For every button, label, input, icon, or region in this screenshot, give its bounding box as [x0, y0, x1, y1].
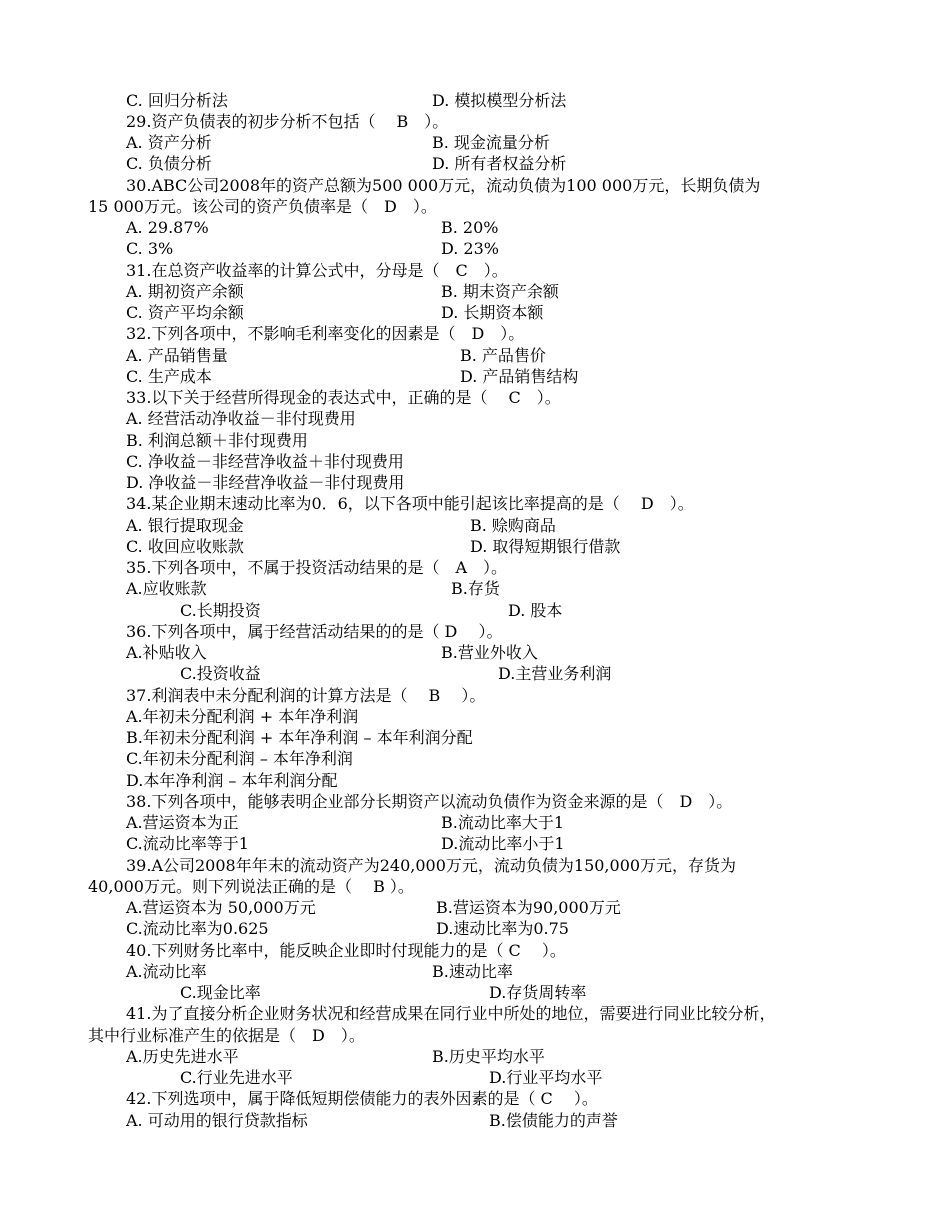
option-29c: C. 负债分析 — [126, 154, 212, 173]
option-36d: D.主营业务利润 — [498, 664, 612, 683]
question-41-cont: 其中行业标准产生的依据是（ D ）。 — [88, 1026, 365, 1045]
option-37a: A.年初未分配利润 + 本年净利润 — [126, 707, 359, 726]
option-30c: C. 3% — [126, 239, 174, 258]
option-31c: C. 资产平均余额 — [126, 303, 244, 322]
question-38: 38.下列各项中，能够表明企业部分长期资产以流动负债作为资金来源的是（ D ）。 — [126, 792, 733, 811]
option-41b: B.历史平均水平 — [432, 1047, 545, 1066]
option-36b: B.营业外收入 — [441, 643, 538, 662]
option-39a: A.营运资本为 50,000万元 — [126, 898, 316, 917]
option-41c: C.行业先进水平 — [180, 1068, 293, 1087]
option-33b: B. 利润总额＋非付现费用 — [126, 431, 308, 450]
option-41d: D.行业平均水平 — [489, 1068, 603, 1087]
option-39d: D.速动比率为0.75 — [436, 919, 569, 938]
option-29a: A. 资产分析 — [126, 133, 212, 152]
option-33c: C. 净收益－非经营净收益＋非付现费用 — [126, 452, 404, 471]
option-34c: C. 收回应收账款 — [126, 537, 244, 556]
option-34b: B. 赊购商品 — [470, 516, 556, 535]
question-29: 29.资产负债表的初步分析不包括（ B ）。 — [126, 112, 449, 131]
option-33d: D. 净收益－非经营净收益－非付现费用 — [126, 473, 405, 492]
option-40c: C.现金比率 — [180, 983, 261, 1002]
question-32: 32.下列各项中，不影响毛利率变化的因素是（ D ）。 — [126, 324, 525, 343]
option-35d: D. 股本 — [508, 601, 563, 620]
question-39: 39.A公司2008年年末的流动资产为240,000万元，流动负债为150,000万元，存货为 — [126, 856, 737, 875]
option-30b: B. 20% — [441, 218, 499, 237]
question-30-cont: 15 000万元。该公司的资产负债率是（ D ）。 — [88, 197, 437, 216]
question-33: 33.以下关于经营所得现金的表达式中，正确的是（ C ）。 — [126, 388, 561, 407]
option-37b: B.年初未分配利润 + 本年净利润 – 本年利润分配 — [126, 728, 473, 747]
option-32d: D. 产品销售结构 — [460, 367, 579, 386]
option-42a: A. 可动用的银行贷款指标 — [126, 1111, 308, 1130]
option-32b: B. 产品售价 — [460, 346, 546, 365]
option-39b: B.营运资本为90,000万元 — [436, 898, 621, 917]
option-32a: A. 产品销售量 — [126, 346, 228, 365]
option-36c: C.投资收益 — [180, 664, 261, 683]
option-32c: C. 生产成本 — [126, 367, 212, 386]
option-29b: B. 现金流量分析 — [432, 133, 550, 152]
option-35a: A.应收账款 — [126, 579, 207, 598]
option-31d: D. 长期资本额 — [441, 303, 544, 322]
question-41: 41.为了直接分析企业财务状况和经营成果在同行业中所处的地位，需要进行同业比较分析， — [126, 1004, 776, 1023]
option-40a: A.流动比率 — [126, 962, 207, 981]
option-41a: A.历史先进水平 — [126, 1047, 239, 1066]
question-30: 30.ABC公司2008年的资产总额为500 000万元，流动负债为100 000万元，长期负债为 — [126, 176, 761, 195]
question-35: 35.下列各项中，不属于投资活动结果的是（ A ）。 — [126, 558, 508, 577]
question-39-cont: 40,000万元。则下列说法正确的是（ B ）。 — [88, 877, 414, 896]
question-31: 31.在总资产收益率的计算公式中，分母是（ C ）。 — [126, 261, 508, 280]
option-28c: C. 回归分析法 — [126, 91, 228, 110]
option-33a: A. 经营活动净收益－非付现费用 — [126, 409, 356, 428]
option-39c: C.流动比率为0.625 — [126, 919, 269, 938]
option-37d: D.本年净利润 – 本年利润分配 — [126, 771, 338, 790]
option-35b: B.存货 — [451, 579, 500, 598]
option-29d: D. 所有者权益分析 — [432, 154, 567, 173]
option-28d: D. 模拟模型分析法 — [432, 91, 567, 110]
option-40b: B.速动比率 — [432, 962, 513, 981]
option-36a: A.补贴收入 — [126, 643, 207, 662]
option-31b: B. 期末资产余额 — [441, 282, 559, 301]
question-37: 37.利润表中未分配利润的计算方法是（ B ）。 — [126, 686, 486, 705]
option-38b: B.流动比率大于1 — [441, 813, 565, 832]
option-38a: A.营运资本为正 — [126, 813, 239, 832]
question-34: 34.某企业期末速动比率为0．6，以下各项中能引起该比率提高的是（ D ）。 — [126, 494, 694, 513]
question-42: 42.下列选项中，属于降低短期偿债能力的表外因素的是（ C ）。 — [126, 1089, 598, 1108]
option-34a: A. 银行提取现金 — [126, 516, 244, 535]
option-34d: D. 取得短期银行借款 — [470, 537, 621, 556]
option-40d: D.存货周转率 — [489, 983, 587, 1002]
option-37c: C.年初未分配利润 – 本年净利润 — [126, 749, 353, 768]
question-40: 40.下列财务比率中，能反映企业即时付现能力的是（ C ）。 — [126, 941, 566, 960]
option-30a: A. 29.87% — [126, 218, 209, 237]
option-38c: C.流动比率等于1 — [126, 834, 249, 853]
option-38d: D.流动比率小于1 — [441, 834, 565, 853]
question-36: 36.下列各项中，属于经营活动结果的的是（ D ）。 — [126, 622, 503, 641]
option-35c: C.长期投资 — [180, 601, 261, 620]
option-31a: A. 期初资产余额 — [126, 282, 244, 301]
option-42b: B.偿债能力的声誉 — [489, 1111, 618, 1130]
option-30d: D. 23% — [441, 239, 499, 258]
